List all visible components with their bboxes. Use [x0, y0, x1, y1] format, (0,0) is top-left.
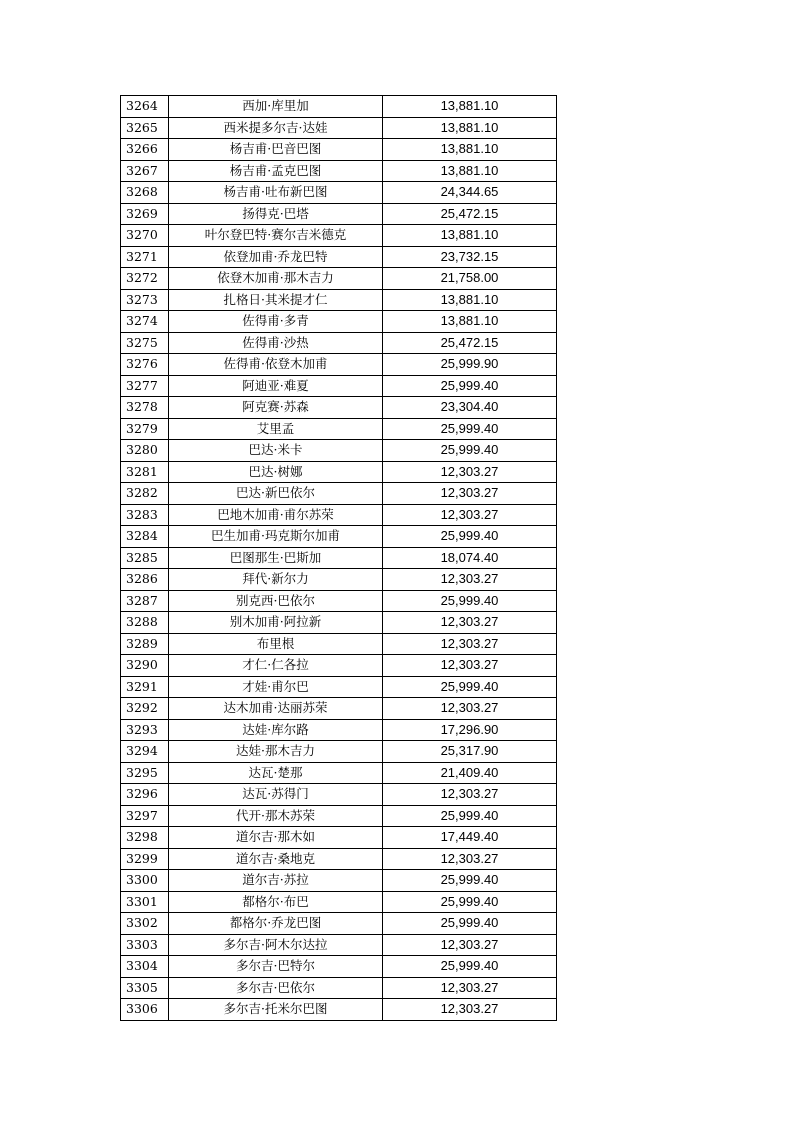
- amount-cell: 12,303.27: [383, 934, 557, 956]
- table-row: [121, 891, 557, 913]
- amount-cell: 25,472.15: [383, 203, 557, 225]
- name-cell: 达娃·那木吉力: [169, 741, 383, 763]
- row-number-cell: 3266: [121, 139, 169, 161]
- row-number-cell: 3270: [121, 225, 169, 247]
- amount-cell: 13,881.10: [383, 225, 557, 247]
- table-row: [121, 547, 557, 569]
- table-row: [121, 139, 557, 161]
- table-row: [121, 913, 557, 935]
- row-number-cell: 3282: [121, 483, 169, 505]
- row-number-cell: 3306: [121, 999, 169, 1021]
- amount-cell: 13,881.10: [383, 160, 557, 182]
- table-row: [121, 268, 557, 290]
- row-number-cell: 3269: [121, 203, 169, 225]
- row-number-cell: 3273: [121, 289, 169, 311]
- amount-cell: 25,472.15: [383, 332, 557, 354]
- row-number-cell: 3288: [121, 612, 169, 634]
- amount-cell: 17,449.40: [383, 827, 557, 849]
- amount-cell: 18,074.40: [383, 547, 557, 569]
- table-row: [121, 590, 557, 612]
- amount-cell: 12,303.27: [383, 848, 557, 870]
- table-body: [121, 96, 557, 1021]
- amount-cell: 12,303.27: [383, 612, 557, 634]
- amount-cell: 13,881.10: [383, 139, 557, 161]
- amount-cell: 17,296.90: [383, 719, 557, 741]
- table-row: [121, 977, 557, 999]
- name-cell: 道尔吉·那木如: [169, 827, 383, 849]
- row-number-cell: 3274: [121, 311, 169, 333]
- name-cell: 杨吉甫·孟克巴图: [169, 160, 383, 182]
- amount-cell: 25,999.90: [383, 354, 557, 376]
- name-cell: 佐得甫·依登木加甫: [169, 354, 383, 376]
- table-row: [121, 655, 557, 677]
- row-number-cell: 3295: [121, 762, 169, 784]
- row-number-cell: 3303: [121, 934, 169, 956]
- name-cell: 佐得甫·多青: [169, 311, 383, 333]
- amount-cell: 25,999.40: [383, 440, 557, 462]
- row-number-cell: 3300: [121, 870, 169, 892]
- row-number-cell: 3305: [121, 977, 169, 999]
- row-number-cell: 3302: [121, 913, 169, 935]
- name-cell: 杨吉甫·巴音巴图: [169, 139, 383, 161]
- name-cell: 依登木加甫·那木吉力: [169, 268, 383, 290]
- table-row: [121, 870, 557, 892]
- row-number-cell: 3294: [121, 741, 169, 763]
- name-cell: 别克西·巴依尔: [169, 590, 383, 612]
- amount-cell: 25,999.40: [383, 418, 557, 440]
- amount-cell: 13,881.10: [383, 289, 557, 311]
- amount-cell: 13,881.10: [383, 96, 557, 118]
- table-row: [121, 461, 557, 483]
- row-number-cell: 3285: [121, 547, 169, 569]
- row-number-cell: 3291: [121, 676, 169, 698]
- table-row: [121, 504, 557, 526]
- amount-cell: 21,409.40: [383, 762, 557, 784]
- name-cell: 依登加甫·乔龙巴特: [169, 246, 383, 268]
- table-row: [121, 569, 557, 591]
- amount-cell: 25,999.40: [383, 891, 557, 913]
- row-number-cell: 3272: [121, 268, 169, 290]
- table-row: [121, 676, 557, 698]
- amount-cell: 25,999.40: [383, 375, 557, 397]
- table-row: [121, 117, 557, 139]
- table-row: [121, 741, 557, 763]
- table-row: [121, 805, 557, 827]
- name-cell: 都格尔·乔龙巴图: [169, 913, 383, 935]
- table-row: [121, 848, 557, 870]
- amount-cell: 21,758.00: [383, 268, 557, 290]
- name-cell: 巴达·新巴依尔: [169, 483, 383, 505]
- row-number-cell: 3290: [121, 655, 169, 677]
- table-row: [121, 719, 557, 741]
- name-cell: 杨吉甫·吐布新巴图: [169, 182, 383, 204]
- table-row: [121, 418, 557, 440]
- amount-cell: 25,999.40: [383, 676, 557, 698]
- name-cell: 扎格日·其米提才仁: [169, 289, 383, 311]
- amount-cell: 13,881.10: [383, 117, 557, 139]
- name-cell: 叶尔登巴特·赛尔吉米德克: [169, 225, 383, 247]
- table-row: [121, 246, 557, 268]
- amount-cell: 25,999.40: [383, 870, 557, 892]
- amount-cell: 25,999.40: [383, 590, 557, 612]
- amount-cell: 23,304.40: [383, 397, 557, 419]
- name-cell: 西米提多尔吉·达娃: [169, 117, 383, 139]
- row-number-cell: 3297: [121, 805, 169, 827]
- table-row: [121, 633, 557, 655]
- name-cell: 扬得克·巴塔: [169, 203, 383, 225]
- amount-cell: 23,732.15: [383, 246, 557, 268]
- table-row: [121, 762, 557, 784]
- name-cell: 达瓦·苏得门: [169, 784, 383, 806]
- table-row: [121, 332, 557, 354]
- name-cell: 别木加甫·阿拉新: [169, 612, 383, 634]
- row-number-cell: 3298: [121, 827, 169, 849]
- amount-cell: 12,303.27: [383, 977, 557, 999]
- table-row: [121, 999, 557, 1021]
- amount-cell: 12,303.27: [383, 784, 557, 806]
- name-cell: 巴地木加甫·甫尔苏荣: [169, 504, 383, 526]
- table-row: [121, 182, 557, 204]
- name-cell: 佐得甫·沙热: [169, 332, 383, 354]
- name-cell: 巴图那生·巴斯加: [169, 547, 383, 569]
- row-number-cell: 3286: [121, 569, 169, 591]
- table-row: [121, 956, 557, 978]
- row-number-cell: 3301: [121, 891, 169, 913]
- table-row: [121, 289, 557, 311]
- table-row: [121, 483, 557, 505]
- amount-cell: 12,303.27: [383, 483, 557, 505]
- amount-cell: 24,344.65: [383, 182, 557, 204]
- row-number-cell: 3292: [121, 698, 169, 720]
- row-number-cell: 3287: [121, 590, 169, 612]
- table-row: [121, 225, 557, 247]
- row-number-cell: 3293: [121, 719, 169, 741]
- table-row: [121, 96, 557, 118]
- amount-cell: 12,303.27: [383, 633, 557, 655]
- amount-cell: 25,999.40: [383, 913, 557, 935]
- name-cell: 达木加甫·达丽苏荣: [169, 698, 383, 720]
- name-cell: 西加·库里加: [169, 96, 383, 118]
- name-cell: 道尔吉·桑地克: [169, 848, 383, 870]
- amount-cell: 25,317.90: [383, 741, 557, 763]
- amount-cell: 12,303.27: [383, 569, 557, 591]
- row-number-cell: 3271: [121, 246, 169, 268]
- name-cell: 多尔吉·托米尔巴图: [169, 999, 383, 1021]
- table-row: [121, 354, 557, 376]
- row-number-cell: 3278: [121, 397, 169, 419]
- table-row: [121, 934, 557, 956]
- row-number-cell: 3277: [121, 375, 169, 397]
- name-cell: 多尔吉·巴依尔: [169, 977, 383, 999]
- table-row: [121, 397, 557, 419]
- table-row: [121, 203, 557, 225]
- table-row: [121, 160, 557, 182]
- name-cell: 才娃·甫尔巴: [169, 676, 383, 698]
- name-cell: 巴生加甫·玛克斯尔加甫: [169, 526, 383, 548]
- table-row: [121, 784, 557, 806]
- name-cell: 巴达·米卡: [169, 440, 383, 462]
- amount-cell: 12,303.27: [383, 655, 557, 677]
- name-cell: 阿克赛·苏森: [169, 397, 383, 419]
- name-cell: 代开·那木苏荣: [169, 805, 383, 827]
- row-number-cell: 3276: [121, 354, 169, 376]
- amount-cell: 25,999.40: [383, 526, 557, 548]
- row-number-cell: 3268: [121, 182, 169, 204]
- name-cell: 才仁·仁各拉: [169, 655, 383, 677]
- row-number-cell: 3280: [121, 440, 169, 462]
- table-row: [121, 375, 557, 397]
- table-row: [121, 526, 557, 548]
- amount-cell: 12,303.27: [383, 698, 557, 720]
- table-row: [121, 311, 557, 333]
- name-cell: 都格尔·布巴: [169, 891, 383, 913]
- row-number-cell: 3283: [121, 504, 169, 526]
- table-row: [121, 612, 557, 634]
- name-cell: 多尔吉·阿木尔达拉: [169, 934, 383, 956]
- table-row: [121, 827, 557, 849]
- row-number-cell: 3281: [121, 461, 169, 483]
- name-cell: 阿迪亚·难夏: [169, 375, 383, 397]
- name-cell: 巴达·树娜: [169, 461, 383, 483]
- amount-cell: 12,303.27: [383, 461, 557, 483]
- row-number-cell: 3264: [121, 96, 169, 118]
- name-cell: 达瓦·楚那: [169, 762, 383, 784]
- amount-cell: 12,303.27: [383, 999, 557, 1021]
- row-number-cell: 3275: [121, 332, 169, 354]
- payment-table: [120, 95, 557, 1021]
- table-row: [121, 698, 557, 720]
- amount-cell: 12,303.27: [383, 504, 557, 526]
- name-cell: 多尔吉·巴特尔: [169, 956, 383, 978]
- amount-cell: 13,881.10: [383, 311, 557, 333]
- row-number-cell: 3267: [121, 160, 169, 182]
- name-cell: 达娃·库尔路: [169, 719, 383, 741]
- name-cell: 拜代·新尔力: [169, 569, 383, 591]
- row-number-cell: 3289: [121, 633, 169, 655]
- table-row: [121, 440, 557, 462]
- name-cell: 艾里孟: [169, 418, 383, 440]
- row-number-cell: 3279: [121, 418, 169, 440]
- row-number-cell: 3299: [121, 848, 169, 870]
- row-number-cell: 3284: [121, 526, 169, 548]
- amount-cell: 25,999.40: [383, 956, 557, 978]
- name-cell: 道尔吉·苏拉: [169, 870, 383, 892]
- row-number-cell: 3296: [121, 784, 169, 806]
- amount-cell: 25,999.40: [383, 805, 557, 827]
- row-number-cell: 3304: [121, 956, 169, 978]
- row-number-cell: 3265: [121, 117, 169, 139]
- name-cell: 布里根: [169, 633, 383, 655]
